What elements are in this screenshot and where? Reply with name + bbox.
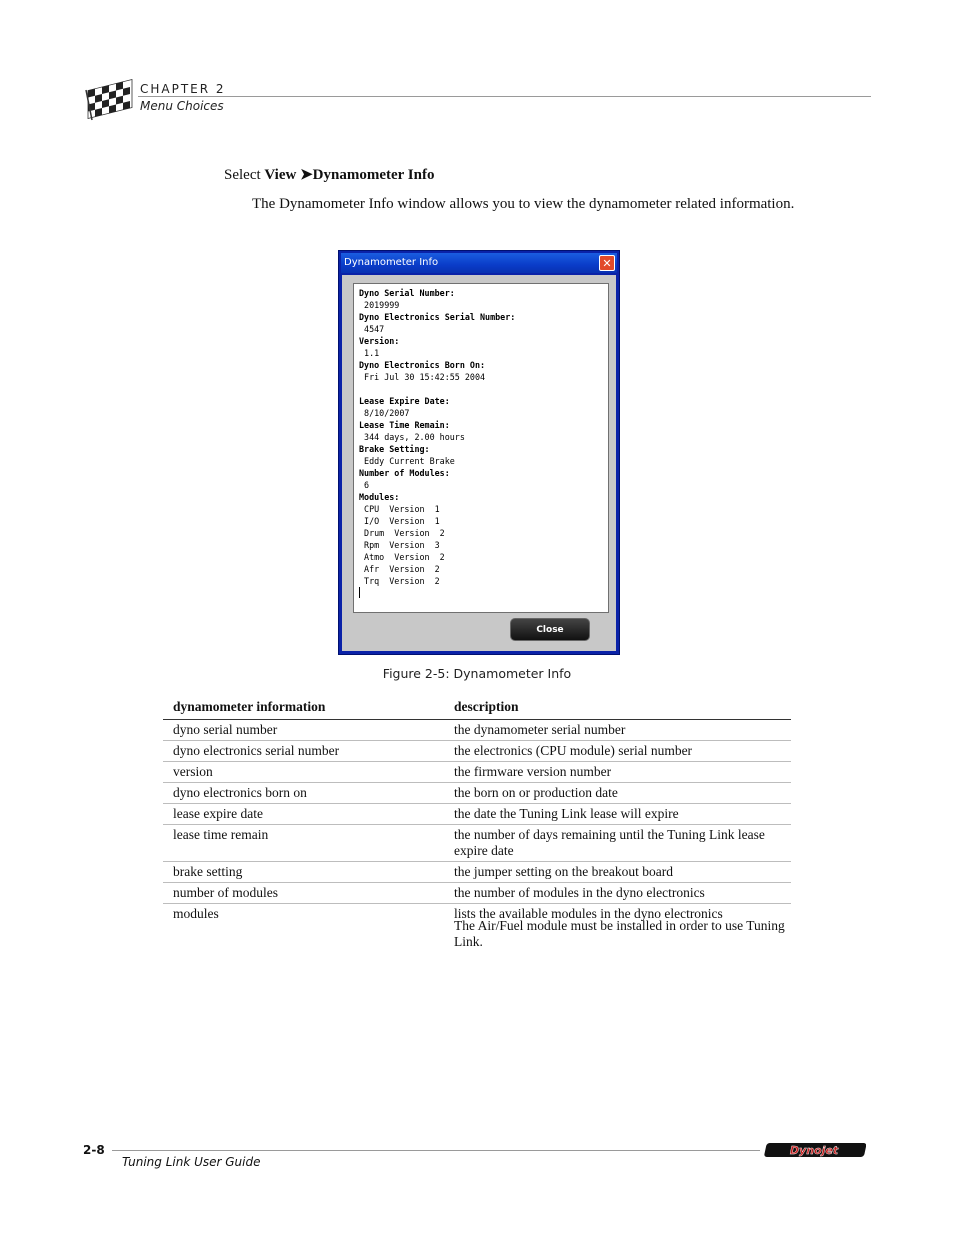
dynojet-logo (762, 1142, 866, 1158)
info-line: 1.1 (359, 348, 380, 358)
header-description: description (454, 699, 519, 714)
dialog-title: Dynamometer Info (344, 257, 439, 268)
info-line: Trq Version 2 (359, 576, 440, 586)
row-description: the date the Tuning Link lease will expire (454, 806, 679, 821)
instruction-prefix: Select (224, 167, 265, 183)
checkered-flag-icon (82, 76, 134, 122)
row-description: the firmware version number (454, 764, 612, 779)
page-number: 2-8 (83, 1143, 105, 1157)
info-line: Brake Setting: (359, 444, 430, 454)
close-button[interactable]: Close (510, 618, 590, 641)
info-line: 344 days, 2.00 hours (359, 432, 465, 442)
text-caret (359, 587, 360, 598)
info-line: Dyno Electronics Serial Number: (359, 312, 516, 322)
row-info: number of modules (173, 885, 278, 900)
row-info: brake setting (173, 864, 243, 879)
info-text-area[interactable] (353, 283, 609, 613)
guide-title: Tuning Link User Guide (122, 1155, 261, 1169)
section-label: Menu Choices (140, 99, 224, 113)
table-row (163, 741, 791, 762)
info-line: Fri Jul 30 15:42:55 2004 (359, 372, 486, 382)
dialog-client-area (342, 275, 616, 651)
info-line: Dyno Electronics Born On: (359, 360, 486, 370)
table-row (163, 783, 791, 804)
info-line: Atmo Version 2 (359, 552, 445, 562)
info-line: Rpm Version 3 (359, 540, 440, 550)
row-description: the dynamometer serial number (454, 722, 626, 737)
info-line: Number of Modules: (359, 468, 450, 478)
table-row (163, 720, 791, 741)
menu-instruction (224, 165, 434, 184)
menu-path: View ➤Dynamometer Info (264, 167, 435, 183)
table-row (163, 804, 791, 825)
info-line: 6 (359, 480, 370, 490)
row-description: the number of days remaining until the Tuning Link lease expire date (454, 827, 765, 858)
table-note: The Air/Fuel module must be installed in order to use Tuning Link. (454, 918, 785, 949)
table-row (163, 883, 791, 904)
info-line: Afr Version 2 (359, 564, 440, 574)
row-info: version (173, 764, 213, 779)
header-info: dynamometer information (173, 699, 326, 714)
footer-rule (112, 1150, 760, 1151)
info-line: Version: (359, 336, 400, 346)
header-rule (138, 96, 871, 97)
info-line: 8/10/2007 (359, 408, 410, 418)
row-info: lease expire date (173, 806, 263, 821)
dynamometer-info-dialog (338, 250, 620, 655)
svg-text:Dynojet: Dynojet (789, 1144, 839, 1157)
row-info: dyno electronics born on (173, 785, 307, 800)
row-description: the born on or production date (454, 785, 618, 800)
table-row (163, 825, 791, 862)
row-description: the jumper setting on the breakout board (454, 864, 673, 879)
row-description: lists the available modules in the dyno electronics (454, 906, 723, 921)
info-line: I/O Version 1 (359, 516, 440, 526)
dialog-titlebar (341, 253, 617, 273)
info-line: Modules: (359, 492, 400, 502)
info-line (359, 383, 608, 395)
info-line: Eddy Current Brake (359, 456, 455, 466)
row-info: modules (173, 906, 219, 921)
row-info: dyno electronics serial number (173, 743, 340, 758)
chapter-label: CHAPTER 2 (140, 82, 226, 96)
dialog-close-icon[interactable]: ✕ (599, 255, 615, 271)
intro-paragraph: The Dynamometer Info window allows you to view the dynamometer related information. (252, 196, 795, 212)
info-line: Drum Version 2 (359, 528, 445, 538)
row-description: the electronics (CPU module) serial number (454, 743, 693, 758)
row-info: dyno serial number (173, 722, 278, 737)
info-line: 2019999 (359, 300, 400, 310)
row-description: the number of modules in the dyno electronics (454, 885, 705, 900)
table-header (163, 698, 791, 720)
info-line: 4547 (359, 324, 385, 334)
info-line: CPU Version 1 (359, 504, 440, 514)
info-table (163, 698, 791, 924)
info-line: Dyno Serial Number: (359, 288, 455, 298)
table-row (163, 762, 791, 783)
row-info: lease time remain (173, 827, 269, 842)
info-line: Lease Time Remain: (359, 420, 450, 430)
figure-caption: Figure 2-5: Dynamometer Info (382, 666, 572, 681)
table-row (163, 862, 791, 883)
info-line: Lease Expire Date: (359, 396, 450, 406)
